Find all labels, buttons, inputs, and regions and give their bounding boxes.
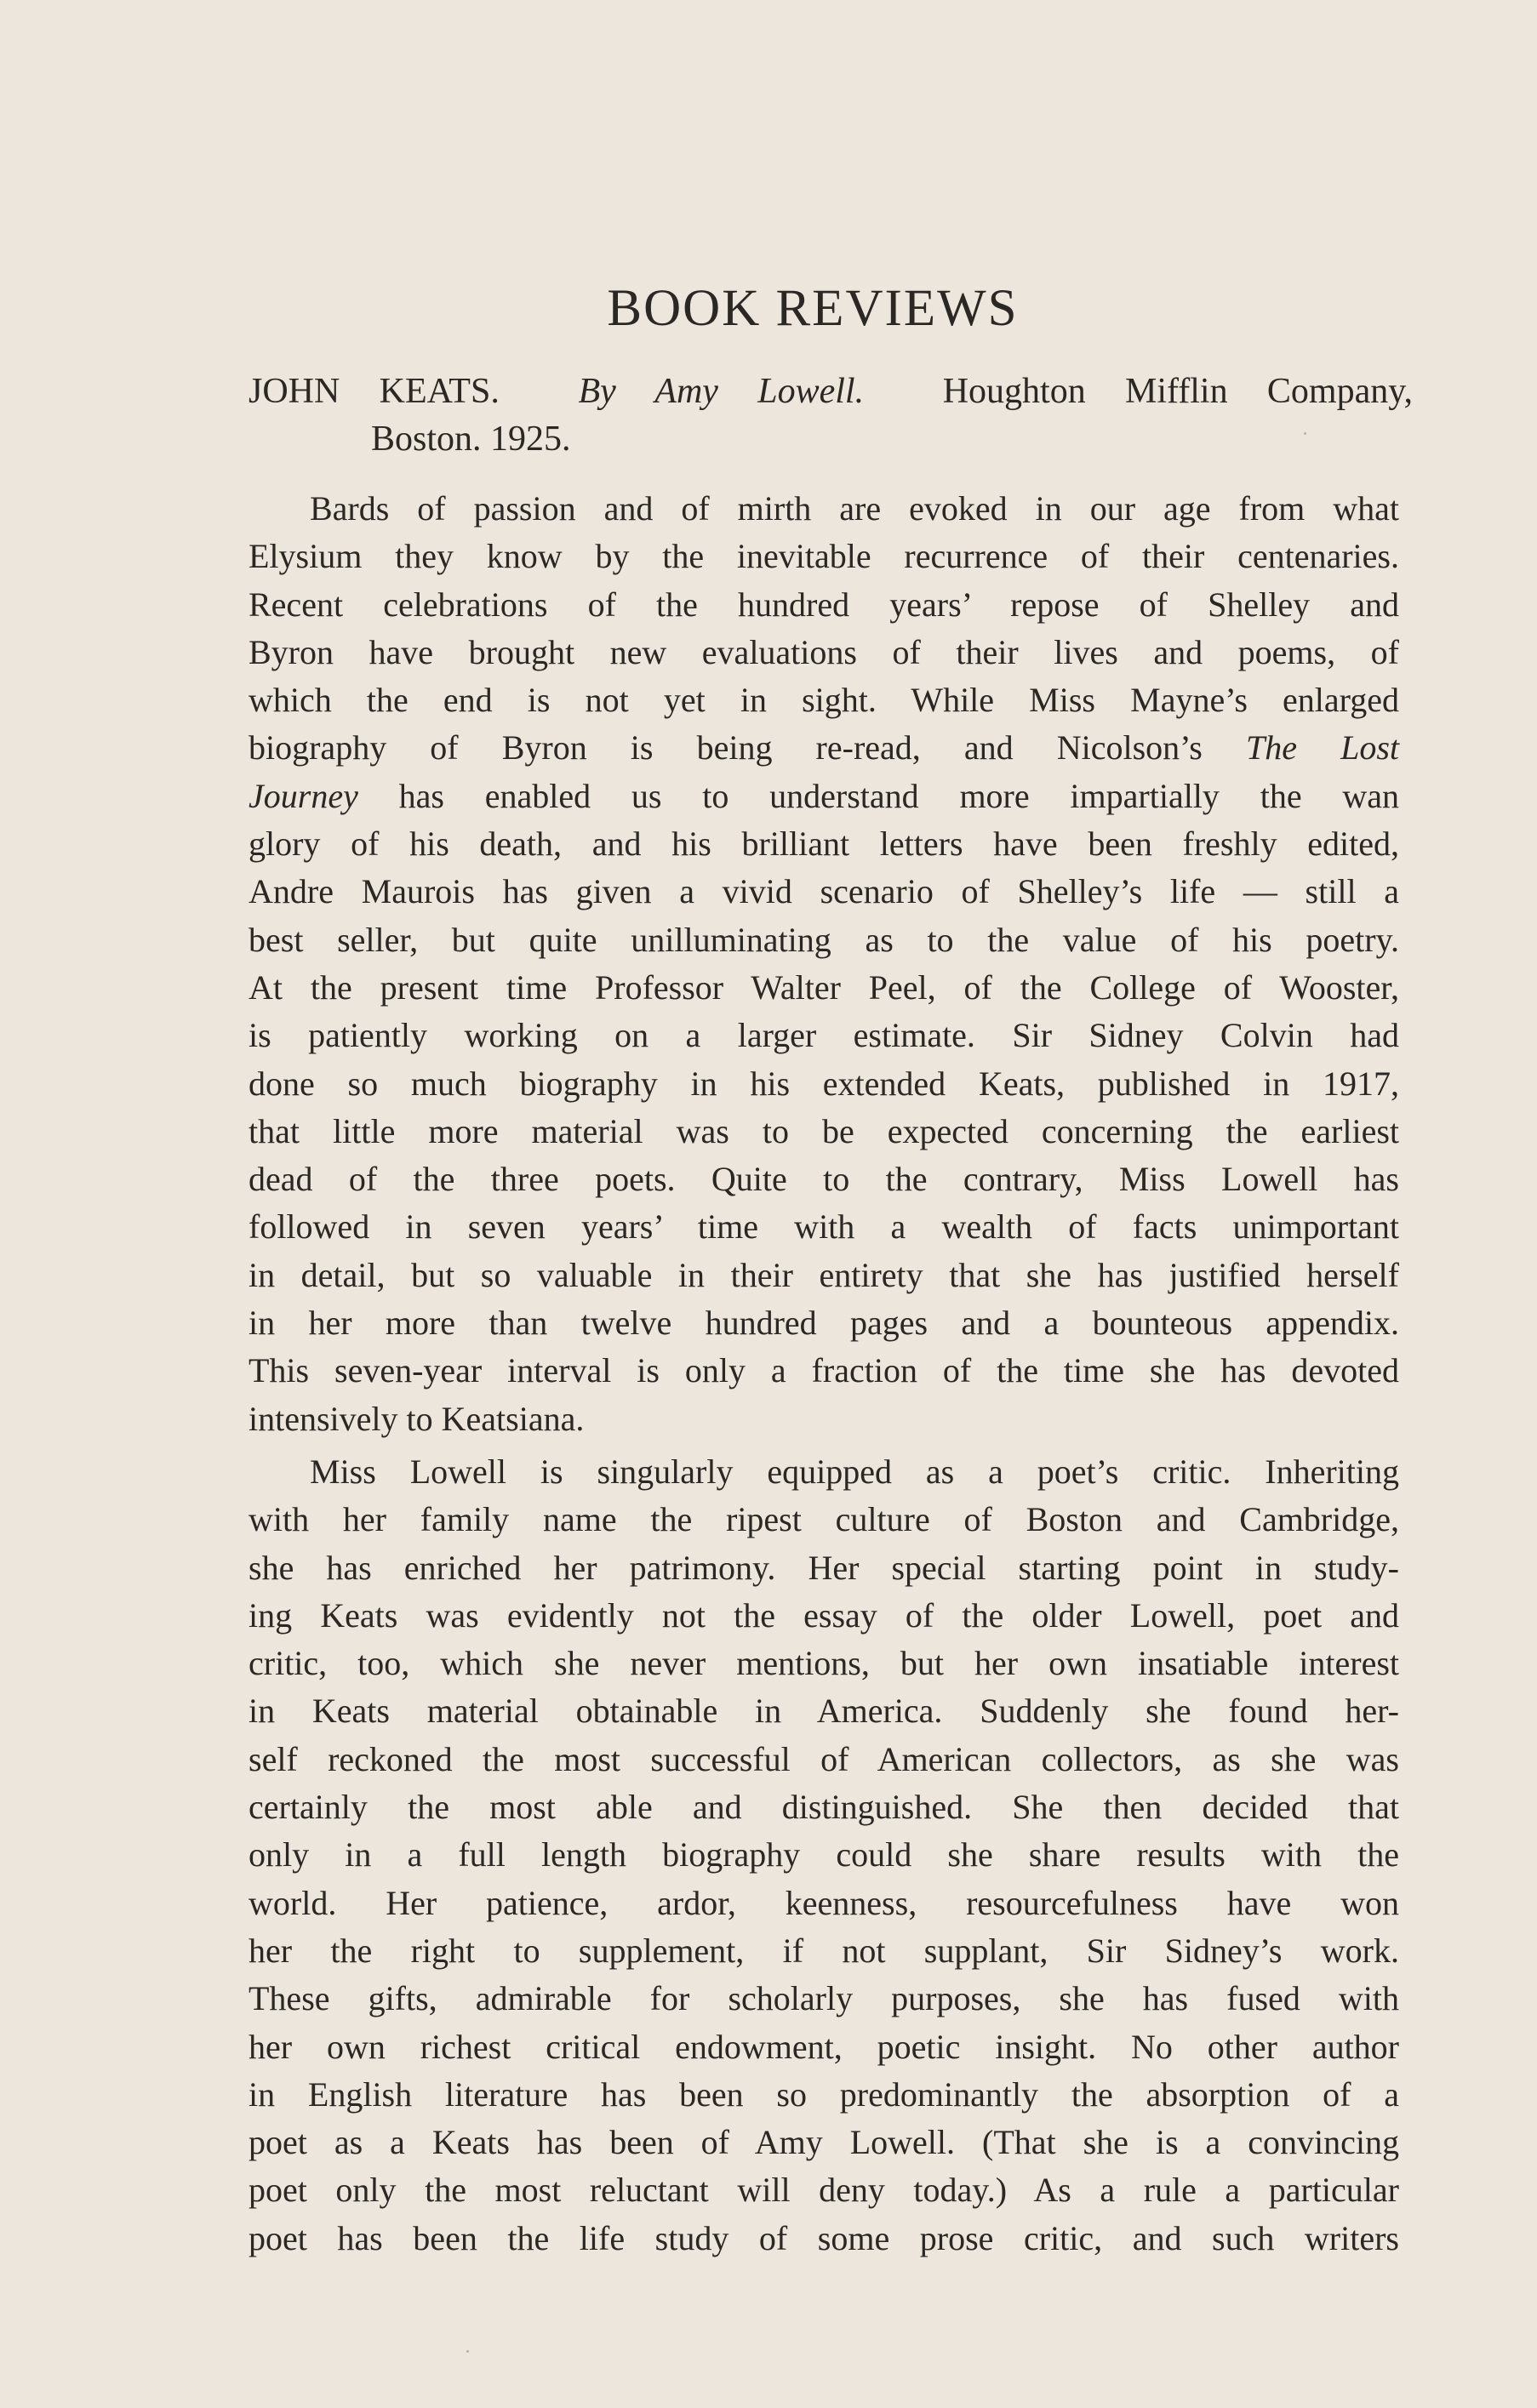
book-place-year: Boston. 1925.	[371, 419, 571, 459]
text-line: poet only the most reluctant will deny today.) As a rule a particular	[249, 2171, 1399, 2210]
book-title: JOHN KEATS.	[249, 372, 500, 411]
book-publisher: Houghton Mifflin Company,	[942, 372, 1413, 411]
book-citation	[249, 368, 1413, 463]
text-line: with her family name the ripest culture of Boston and Cambridge,	[249, 1500, 1399, 1539]
text-line: followed in seven years’ time with a wealth of facts unimportant	[249, 1207, 1399, 1247]
text-line: poet has been the life study of some prose critic, and such writers	[249, 2218, 1399, 2257]
text-line: dead of the three poets. Quite to the contrary, Miss Lowell has	[249, 1160, 1399, 1199]
text-line: in English literature has been so predominantly the absorption of a	[249, 2074, 1399, 2114]
text-line: in Keats material obtainable in America. Suddenly she found her-	[249, 1692, 1399, 1731]
text-line: certainly the most able and distinguished. She then decided that	[249, 1788, 1399, 1827]
text-line-with-title	[249, 724, 1399, 772]
text-line: in her more than twelve hundred pages and a bounteous appendix.	[249, 1304, 1399, 1343]
text-line: This seven-year interval is only a fraction of the time she has devoted	[249, 1351, 1399, 1390]
text-line: At the present time Professor Walter Peel, of the College of Wooster,	[249, 967, 1399, 1007]
paper-speck	[466, 2350, 469, 2353]
text-line: Bards of passion and of mirth are evoked in our age from what	[310, 489, 1399, 528]
review-body	[249, 485, 1399, 2262]
text-line: Miss Lowell is singularly equipped as a poet’s critic. Inheriting	[310, 1452, 1399, 1491]
paragraph	[249, 485, 1399, 1443]
text-line: that little more material was to be expected concerning the earliest	[249, 1111, 1399, 1150]
text-line: which the end is not yet in sight. While Miss Mayne’s enlarged	[249, 681, 1399, 720]
text-line: critic, too, which she never mentions, but her own insatiable interest	[249, 1644, 1399, 1683]
paper-speck	[1304, 432, 1306, 435]
text-line: in detail, but so valuable in their entirety that she has justified herself	[249, 1255, 1399, 1294]
text-line: Byron have brought new evaluations of their lives and poems, of	[249, 632, 1399, 671]
text-line: ing Keats was evidently not the essay of the older Lowell, poet and	[249, 1595, 1399, 1635]
text-line: poet as a Keats has been of Amy Lowell. (That she is a convincing	[249, 2123, 1399, 2162]
citation-line-1	[249, 368, 1413, 415]
page-title: BOOK REVIEWS	[607, 280, 1019, 337]
text-line: only in a full length biography could she share results with the	[249, 1835, 1399, 1874]
text-line: Recent celebrations of the hundred years’ repose of Shelley and	[249, 585, 1399, 624]
text-line: her the right to supplement, if not supplant, Sir Sidney’s work.	[249, 1931, 1399, 1970]
text-line: intensively to Keatsiana.	[249, 1399, 585, 1438]
text-fragment: has enabled us to understand more impartially the wan	[398, 776, 1400, 815]
text-line: Andre Maurois has given a vivid scenario of Shelley’s life — still a	[249, 872, 1399, 911]
text-line: her own richest critical endowment, poetic insight. No other author	[249, 2027, 1399, 2066]
text-line: she has enriched her patrimony. Her special starting point in study-	[249, 1548, 1399, 1587]
text-line: best seller, but quite unilluminating as to the value of his poetry.	[249, 920, 1399, 959]
text-line: world. Her patience, ardor, keenness, resourcefulness have won	[249, 1883, 1399, 1922]
paragraph	[249, 1448, 1399, 2262]
text-line: glory of his death, and his brilliant letters have been freshly edited,	[249, 825, 1399, 864]
text-line: self reckoned the most successful of American collectors, as she was	[249, 1739, 1399, 1778]
italic-title: Journey	[249, 776, 358, 815]
text-line: is patiently working on a larger estimate. Sir Sidney Colvin had	[249, 1016, 1399, 1055]
italic-title: The Lost	[1245, 728, 1399, 767]
text-fragment: biography of Byron is being re-read, and Nicolson’s	[249, 728, 1203, 767]
text-line-with-title	[249, 773, 1399, 820]
text-line: Elysium they know by the inevitable recurrence of their centenaries.	[249, 537, 1399, 576]
book-author: By Amy Lowell.	[578, 372, 865, 411]
text-line: These gifts, admirable for scholarly purposes, she has fused with	[249, 1979, 1399, 2018]
text-line: done so much biography in his extended Keats, published in 1917,	[249, 1064, 1399, 1103]
